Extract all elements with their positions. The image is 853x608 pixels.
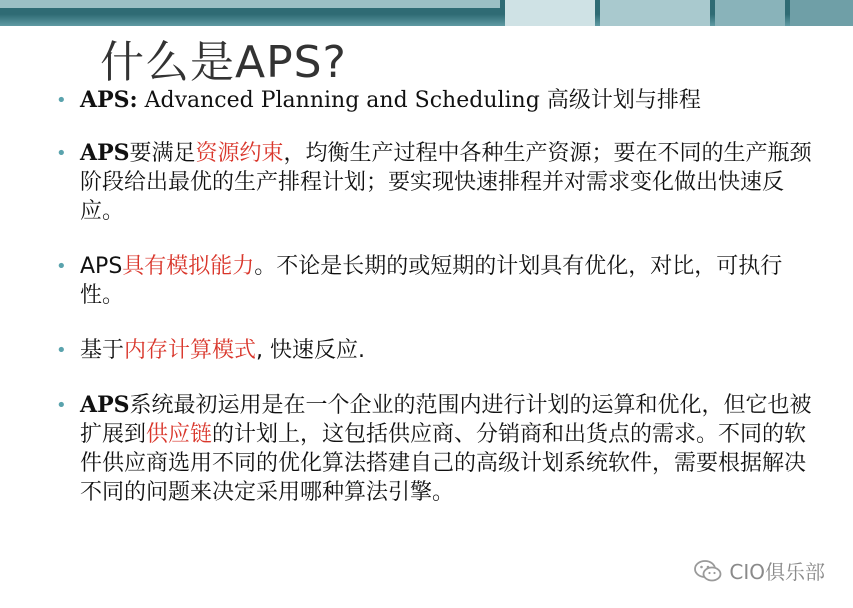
bullet-lead: APS	[80, 140, 130, 166]
wechat-icon	[693, 558, 723, 584]
bullet-dot-icon: •	[56, 395, 67, 416]
bullet-highlight: 内存计算模式	[124, 338, 257, 363]
header-band-stripe	[715, 0, 785, 26]
bullet-text: 。不论是长期的或短期的计划具有优化，对比，可执行性。	[80, 254, 783, 308]
bullet-dot-icon: •	[56, 340, 67, 361]
header-band-stripe	[600, 0, 710, 26]
bullet-lead: APS:	[80, 87, 138, 113]
bullet-dot-icon: •	[56, 90, 67, 111]
bullet-list	[56, 86, 816, 507]
bullet-dot-icon: •	[56, 143, 67, 164]
bullet-lead: APS	[80, 392, 130, 418]
bullet-text: 高级计划与排程	[546, 88, 701, 113]
bullet-highlight: 具有模拟能力	[122, 254, 255, 279]
header-band-stripe	[790, 0, 853, 26]
bullet-item	[56, 391, 816, 507]
bullet-text: 系统最初运用是在一个企业的范围内进行计划的运算和优化，但它也被扩展到	[80, 393, 812, 447]
bullet-lead: APS	[80, 254, 123, 279]
bullet-item	[56, 336, 816, 365]
bullet-highlight: 资源约束	[195, 141, 284, 166]
bullet-item	[56, 139, 816, 226]
bullet-item	[56, 86, 816, 115]
bullet-text: , 快速反应.	[256, 338, 366, 363]
bullet-text: 的计划上，这包括供应商、分销商和出货点的需求。不同的软件供应商选用不同的优化算法搭建自己的高级计划系统软件，需要根据解决不同的问题来决定采用哪种算法引擎。	[80, 422, 807, 505]
header-band-stripe	[505, 0, 595, 26]
slide-title: 什么是APS?	[100, 37, 347, 88]
bullet-text: ，均衡生产过程中各种生产资源；要在不同的生产瓶颈阶段给出最优的生产排程计划；要实现快速排程并对需求变化做出快速反应。	[80, 141, 812, 224]
watermark	[693, 556, 825, 585]
bullet-dot-icon: •	[56, 256, 67, 277]
bullet-english-text: Advanced Planning and Scheduling	[137, 88, 547, 113]
watermark-label: CIO俱乐部	[729, 560, 825, 584]
bullet-text: 要满足	[129, 141, 196, 166]
header-band	[0, 0, 853, 26]
bullet-highlight: 供应链	[146, 422, 213, 447]
bullet-item	[56, 252, 816, 310]
bullet-text: 基于	[80, 338, 125, 363]
header-band-stripe	[0, 0, 500, 8]
